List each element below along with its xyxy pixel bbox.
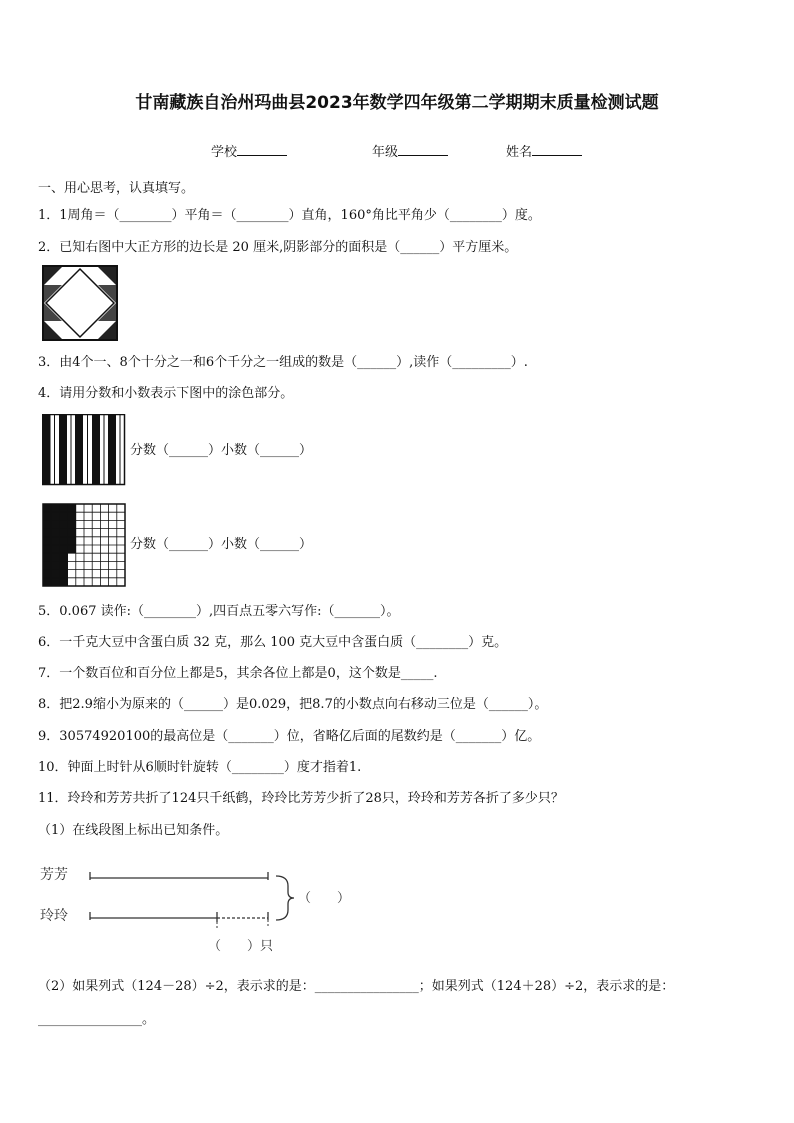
grid-figure	[42, 503, 126, 587]
question-6: 6．一千克大豆中含蛋白质 32 克，那么 100 克大豆中含蛋白质（________）克。	[38, 635, 508, 650]
school-blank[interactable]	[237, 143, 287, 156]
name-label: 姓名	[506, 145, 533, 160]
grade-field	[372, 141, 448, 160]
question-11-part-2: （2）如果列式（124－28）÷2，表示求的是：________________；如果列式（124＋28）÷2，表示求的是：	[38, 979, 675, 994]
name-blank[interactable]	[532, 143, 582, 156]
question-1: 1．1周角＝（________）平角＝（________）直角，160°角比平角少（________）度。	[38, 208, 541, 223]
school-label: 学校	[211, 145, 238, 160]
label-fangfang: 芳芳	[40, 867, 68, 883]
label-lingling: 玲玲	[40, 908, 68, 924]
grade-label: 年级	[372, 145, 399, 160]
page-title: 甘南藏族自治州玛曲县2023年数学四年级第二学期期末质量检测试题	[135, 93, 659, 113]
brace-blank: （ ）	[298, 891, 351, 906]
question-11-part-1: （1）在线段图上标出已知条件。	[38, 823, 229, 838]
square-figure	[42, 265, 118, 341]
segment-diagram	[36, 858, 376, 958]
school-field	[211, 141, 287, 160]
question-9: 9．30574920100的最高位是（_______）位，省略亿后面的尾数约是（_______）亿。	[38, 729, 541, 744]
question-2: 2．已知右图中大正方形的边长是 20 厘米,阴影部分的面积是（______）平方厘米。	[38, 240, 518, 255]
question-4b-answer: 分数（______）小数（______）	[130, 537, 313, 552]
question-3: 3．由4个一、8个十分之一和6个千分之一组成的数是（______）,读作（_________）.	[38, 355, 528, 370]
name-field	[506, 141, 582, 160]
bottom-blank: （ ）只	[208, 939, 274, 954]
question-11-part-2-cont: ________________。	[38, 1012, 156, 1027]
question-4a-answer: 分数（______）小数（______）	[130, 443, 313, 458]
question-10: 10．钟面上时针从6顺时针旋转（________）度才指着1.	[38, 760, 362, 775]
striped-figure	[42, 414, 126, 486]
section-heading: 一、用心思考，认真填写。	[38, 181, 195, 196]
question-8: 8．把2.9缩小为原来的（______）是0.029，把8.7的小数点向右移动三位是（______）。	[38, 697, 548, 712]
grade-blank[interactable]	[398, 143, 448, 156]
question-11: 11．玲玲和芳芳共折了124只千纸鹤，玲玲比芳芳少折了28只，玲玲和芳芳各折了多少只？	[38, 791, 564, 806]
question-5: 5．0.067 读作:（________）,四百点五零六写作:（_______）。	[38, 604, 400, 619]
question-4: 4．请用分数和小数表示下图中的涂色部分。	[38, 386, 294, 401]
question-7: 7．一个数百位和百分位上都是5，其余各位上都是0，这个数是_____.	[38, 666, 438, 681]
